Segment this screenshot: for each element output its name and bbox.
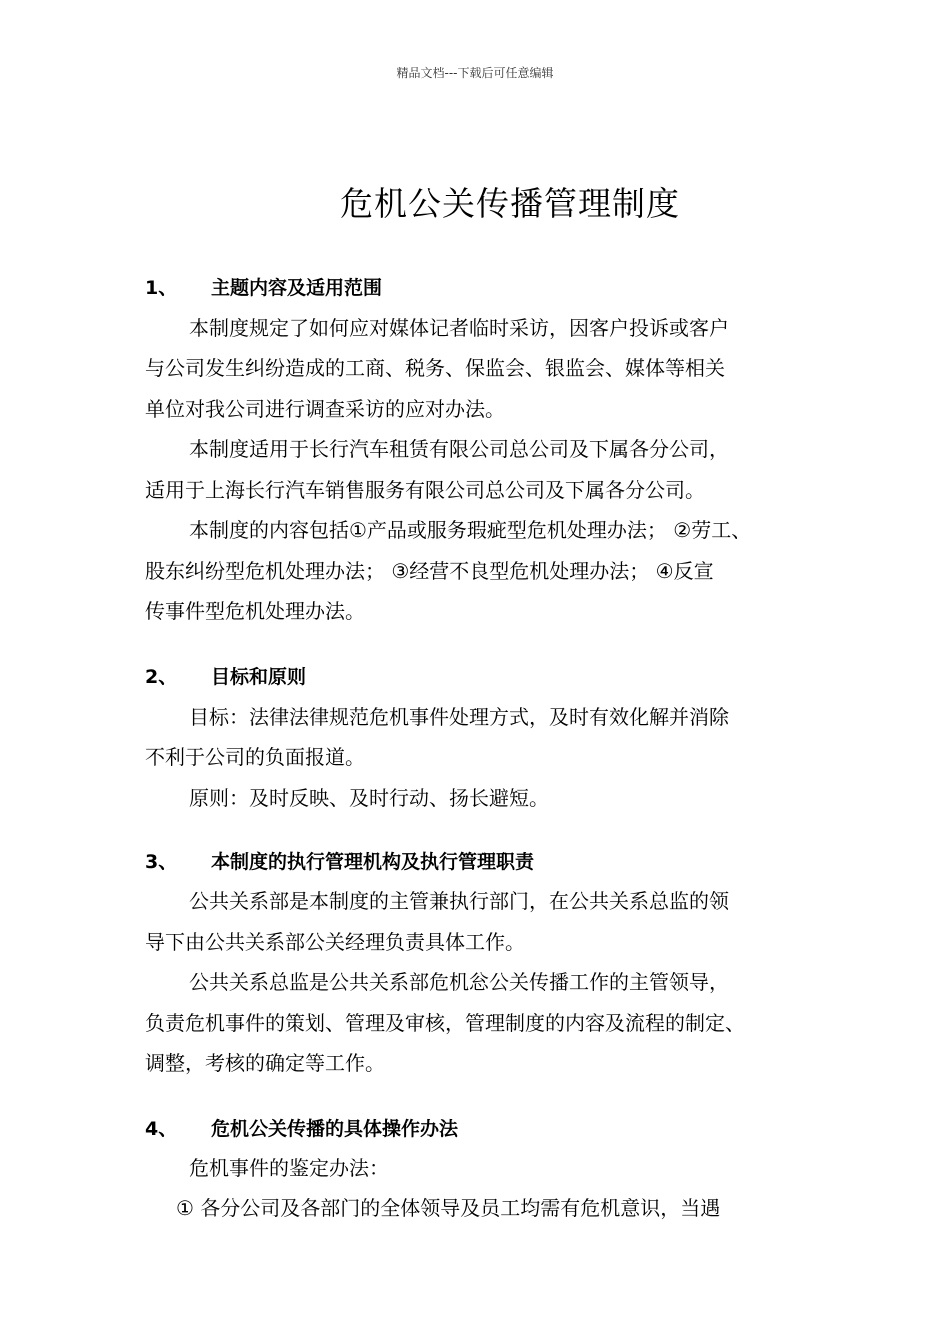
paragraph-line: 适用于上海长行汽车销售服务有限公司总公司及下属各分公司。 [145,478,705,502]
section-1-heading [145,276,382,300]
section-heading-text: 主题内容及适用范围 [211,277,383,299]
list-item-line: ① 各分公司及各部门的全体领导及员工均需有危机意识，当遇 [176,1196,721,1220]
section-heading-text: 危机公关传播的具体操作办法 [211,1118,459,1140]
paragraph-line: 单位对我公司进行调查采访的应对办法。 [145,397,505,421]
paragraph-line: 目标：法律法律规范危机事件处理方式，及时有效化解并消除 [189,705,729,729]
section-number: 2、 [145,666,178,688]
paragraph-line: 公共关系总监是公共关系部危机忩公关传播工作的主管领导， [189,970,729,994]
section-number: 4、 [145,1118,178,1140]
paragraph-line: 不利于公司的负面报道。 [145,745,365,769]
section-3-heading [145,850,534,874]
paragraph-line: 股东纠纷型危机处理办法； ③经营不良型危机处理办法； ④反宣 [145,559,714,583]
section-2-heading [145,665,306,689]
paragraph-line: 与公司发生纠纷造成的工商、税务、保监会、银监会、媒体等相关 [145,356,725,380]
paragraph-line: 负责危机事件的策划、管理及审核，管理制度的内容及流程的制定、 [145,1011,745,1035]
paragraph-line: 本制度规定了如何应对媒体记者临时采访，因客户投诉或客户 [189,316,729,340]
paragraph-line: 本制度适用于长行汽车租赁有限公司总公司及下属各分公司， [189,437,729,461]
paragraph-line: 导下由公共关系部公关经理负责具体工作。 [145,930,525,954]
header-note: 精品文档---下载后可任意编辑 [396,66,554,80]
section-heading-text: 目标和原则 [211,666,307,688]
section-number: 1、 [145,277,178,299]
paragraph-line: 传事件型危机处理办法。 [145,599,365,623]
paragraph-line: 危机事件的鉴定办法： [189,1156,389,1180]
paragraph-line: 原则：及时反映、及时行动、扬长避短。 [189,786,549,810]
section-4-heading [145,1117,458,1141]
paragraph-line: 调整，考核的确定等工作。 [145,1051,385,1075]
section-heading-text: 本制度的执行管理机构及执行管理职责 [211,851,535,873]
paragraph-line: 本制度的内容包括①产品或服务瑕疵型危机处理办法； ②劳工、 [189,518,752,542]
paragraph-line: 公共关系部是本制度的主管兼执行部门，在公共关系总监的领 [189,889,729,913]
section-number: 3、 [145,851,178,873]
document-title: 危机公关传播管理制度 [340,184,680,223]
